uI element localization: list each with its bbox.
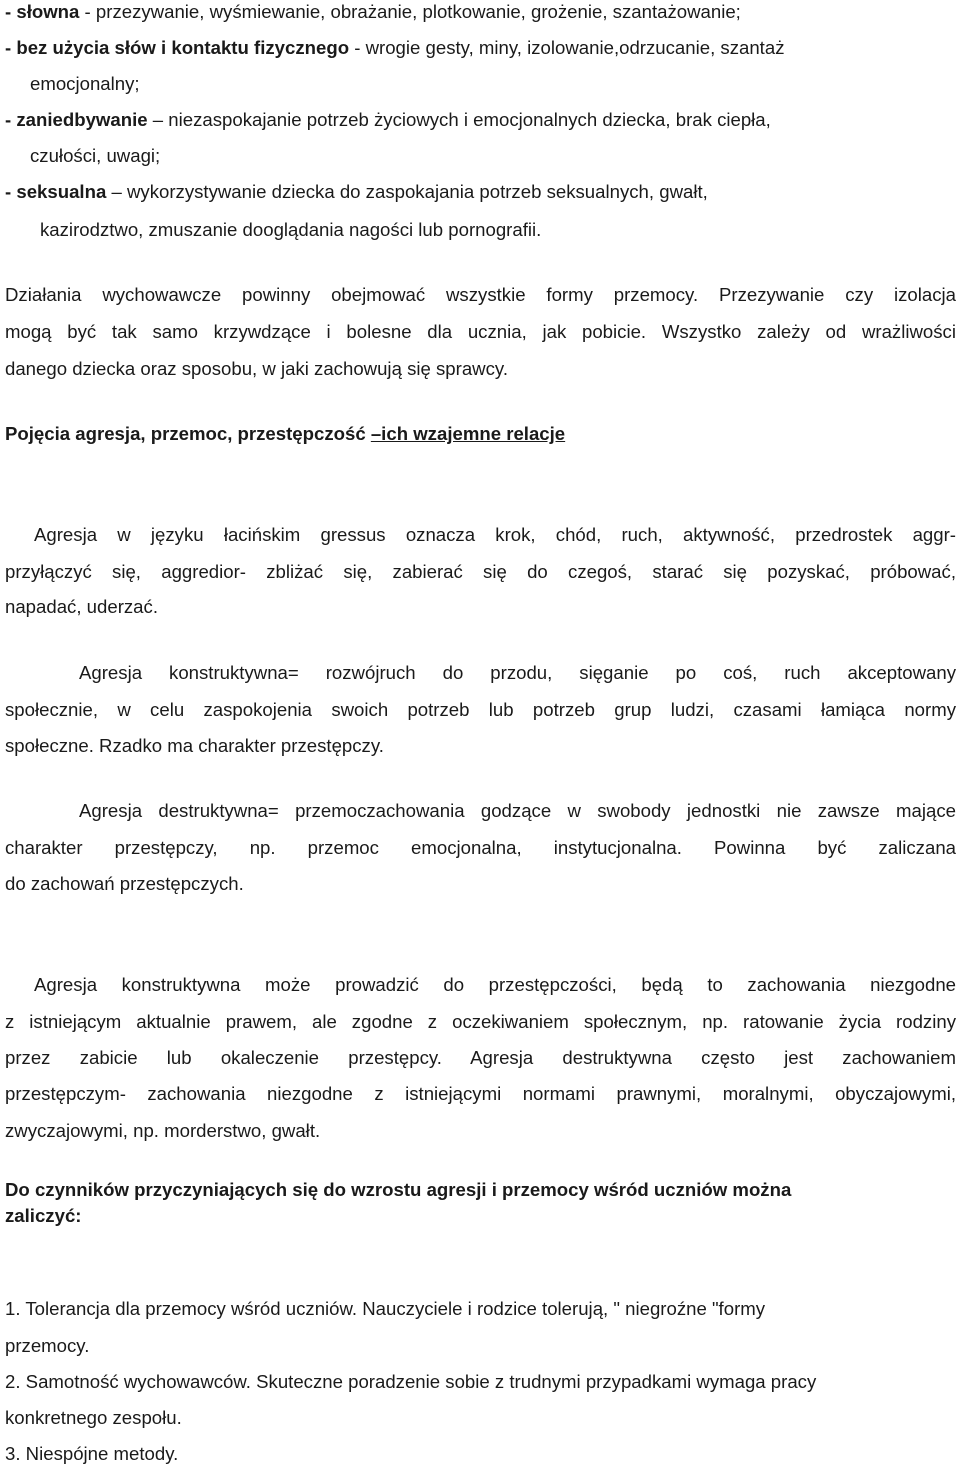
list-item-bez-uzycia-slow <box>5 30 956 66</box>
paragraph-line: Agresja konstruktywna może prowadzić do przestępczości, będą to zachowania niezgodne <box>34 974 956 995</box>
list-text: – niezaspokajanie potrzeb życiowych i emocjonalnych dziecka, brak ciepła, <box>147 109 771 130</box>
list-item-continuation <box>30 66 956 102</box>
paragraph-line: Agresja konstruktywna= rozwójruch do przodu, sięganie po coś, ruch akceptowany <box>79 662 956 683</box>
list-prefix: - <box>5 37 17 58</box>
list-term: słowna <box>16 1 80 22</box>
paragraph-line: napadać, uderzać. <box>5 596 158 617</box>
list-item-slowna <box>5 0 956 30</box>
paragraph-line: przyłączyć się, aggredior- zbliżać się, zabierać się do czegoś, starać się pozyskać, próbować, <box>5 561 956 582</box>
paragraph-line: Działania wychowawcze powinny obejmować wszystkie formy przemocy. Przezywanie czy izolacja <box>5 284 956 305</box>
heading-underlined-text: –ich wzajemne relacje <box>370 423 566 444</box>
list-item-seksualna <box>5 174 956 210</box>
list-text: kazirodztwo, zmuszanie dooglądania nagości lub pornografii. <box>40 219 542 240</box>
list-text: - wrogie gesty, miny, izolowanie,odrzucanie, szantaż <box>349 37 785 58</box>
numbered-list-item-continuation: przemocy. <box>5 1335 90 1356</box>
list-term: zaniedbywanie <box>16 109 148 130</box>
list-prefix: - <box>5 181 17 202</box>
list-prefix: - <box>5 109 17 130</box>
list-text: – wykorzystywanie dziecka do zaspokajania potrzeb seksualnych, gwałt, <box>106 181 708 202</box>
list-item-continuation <box>30 138 956 174</box>
list-text: - przezywanie, wyśmiewanie, obrażanie, plotkowanie, grożenie, szantażowanie; <box>79 1 741 22</box>
list-item-continuation <box>40 212 956 248</box>
paragraph-line: mogą być tak samo krzywdzące i bolesne dla ucznia, jak pobicie. Wszystko zależy od wrażliwości <box>5 321 956 342</box>
numbered-list-item-continuation: konkretnego zespołu. <box>5 1407 182 1428</box>
heading-text: Pojęcia agresja, przemoc, przestępczość <box>5 423 371 444</box>
numbered-list-item: 1. Tolerancja dla przemocy wśród uczniów. Nauczyciele i rodzice tolerują, " niegroźne "formy <box>5 1298 766 1319</box>
section-heading <box>5 416 956 452</box>
paragraph-line: zwyczajowymi, np. morderstwo, gwałt. <box>5 1120 321 1141</box>
paragraph-line: Agresja destruktywna= przemoczachowania godzące w swobody jednostki nie zawsze mające <box>79 800 956 821</box>
numbered-list-item: 3. Niespójne metody. <box>5 1443 179 1464</box>
paragraph-line: Agresja w języku łacińskim gressus oznacza krok, chód, ruch, aktywność, przedrostek aggr- <box>34 524 956 545</box>
section-heading: Do czynników przyczyniających się do wzrostu agresji i przemocy wśród uczniów można <box>5 1179 792 1200</box>
paragraph-line: do zachowań przestępczych. <box>5 873 244 894</box>
list-prefix: - <box>5 1 17 22</box>
list-text: emocjonalny; <box>30 73 140 94</box>
paragraph-line: przestępczym- zachowania niezgodne z istniejącymi normami prawnymi, moralnymi, obyczajowymi, <box>5 1083 956 1104</box>
list-term: bez użycia słów i kontaktu fizycznego <box>16 37 350 58</box>
paragraph-line: danego dziecka oraz sposobu, w jaki zachowują się sprawcy. <box>5 358 508 379</box>
list-term: seksualna <box>16 181 107 202</box>
paragraph-line: z istniejącym aktualnie prawem, ale zgodne z oczekiwaniem społecznym, np. ratowanie życia rodziny <box>5 1011 956 1032</box>
list-item-zaniedbywanie <box>5 102 956 138</box>
paragraph-line: charakter przestępczy, np. przemoc emocjonalna, instytucjonalna. Powinna być zaliczana <box>5 837 956 858</box>
list-text: czułości, uwagi; <box>30 145 161 166</box>
paragraph-line: społecznie, w celu zaspokojenia swoich potrzeb lub potrzeb grup ludzi, czasami łamiąca normy <box>5 699 956 720</box>
paragraph-line: społeczne. Rzadko ma charakter przestępczy. <box>5 735 384 756</box>
paragraph-line: przez zabicie lub okaleczenie przestępcy. Agresja destruktywna często jest zachowaniem <box>5 1047 956 1068</box>
section-heading: zaliczyć: <box>5 1205 82 1226</box>
numbered-list-item: 2. Samotność wychowawców. Skuteczne poradzenie sobie z trudnymi przypadkami wymaga pracy <box>5 1371 817 1392</box>
